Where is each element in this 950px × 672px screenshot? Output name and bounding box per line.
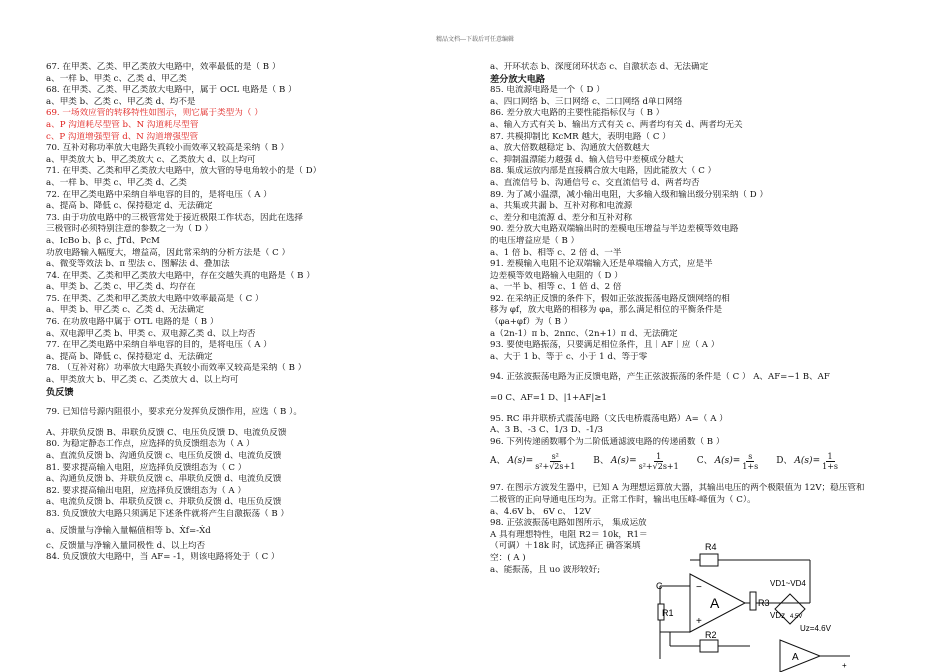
right-column	[490, 62, 930, 576]
left-line: 74. 在甲类、乙类和甲乙类放大电路中，存在交越失真的电路是（ B ）	[46, 270, 315, 281]
right-line: a（2n-1）π b、2nπc、（2n+1）π d、无法确定	[490, 328, 678, 339]
r4-label: R4	[705, 542, 717, 552]
right-line: 89. 为了减小温漂，减小输出电阻，大多输入级和输出级分别采纳（ D ）	[490, 189, 768, 200]
right-line	[490, 474, 930, 483]
right-line: 95. RC 串并联桥式震荡电路（文氏电桥震荡电路）A=（ A ）	[490, 413, 728, 424]
left-line: 三极管时必须特别注意的参数之一为（ D ）	[46, 224, 214, 235]
right-line: a、4.6V b、 6V c、 12V	[490, 506, 591, 517]
right-line	[490, 405, 930, 414]
left-line: a、IcBo b、β c、ƒTd、PcM	[46, 235, 160, 246]
r1-label: R1	[662, 608, 674, 618]
left-line: c、反馈量与净输入量同极性 d、以上均否	[46, 540, 206, 551]
formula-option: A、 A(s)= $\frac{\text{s²}}{\text{s²+√2s+1}}$	[490, 451, 576, 471]
left-line: 75. 在甲类、乙类和甲乙类放大电路中效率最高是（ C ）	[46, 293, 264, 304]
left-line: a、一样 b、甲类 c、甲乙类 d、乙类	[46, 177, 187, 188]
right-line: 87. 共模抑制比 KcMR 越大，表明电路（ C ）	[490, 131, 671, 142]
right-line: 二极管的正向导通电压均为。正常工作时，输出电压峰-峰值为（ C）。	[490, 495, 756, 505]
right-line: 空：( A )	[490, 552, 526, 563]
right-line: c、差分和电流源 d、差分和互补对称	[490, 212, 632, 223]
uz-label: Uz=4.6V	[800, 624, 831, 633]
left-line	[46, 419, 464, 428]
left-line: a、微变等效法 b、π 型法 c、图解法 d、叠加法	[46, 259, 230, 270]
left-line: a、甲类 b、甲乙类 c、乙类 d、无法确定	[46, 305, 205, 316]
opamp2-symbol	[780, 640, 820, 672]
right-line	[490, 384, 930, 393]
left-line: 功放电路输入幅度大，增益高，因此常采纳的分析方法是（ C ）	[46, 247, 291, 258]
right-line: 92. 在采纳正反馈的条件下，假如正弦波振荡电路反馈网络的相	[490, 293, 730, 304]
left-line	[46, 398, 464, 407]
left-line: a、提高 b、降低 c、保持稳定 d、无法确定	[46, 351, 213, 362]
left-line: a、反馈量与净输入量幅值相等 b、Ẋf=-Ẋd	[46, 525, 211, 536]
r4-resistor	[700, 554, 718, 566]
right-line: a、输入方式有关 b、输出方式有关 c、两者均有关 d、两者均无关	[490, 119, 743, 130]
right-line: 88. 集成运放内部是直接耦合放大电路，因此能放大（ C ）	[490, 166, 717, 177]
right-line: a、共集或共漏 b、互补对称和电流源	[490, 201, 633, 212]
left-column	[46, 62, 464, 564]
left-line: a、提高 b、降低 c、保持稳定 d、无法确定	[46, 201, 213, 212]
plus-label: +	[696, 616, 702, 627]
left-line: a、双电源甲乙类 b、甲类 c、双电源乙类 d、以上均否	[46, 328, 256, 339]
left-line: 负反馈	[46, 386, 74, 398]
right-line: 90. 差分放大电路双端输出时的差模电压增益与半边差模等效电路	[490, 224, 739, 235]
oscillator-circuit-diagram	[650, 534, 870, 672]
left-line: a、沟通负反馈 b、并联负反馈 c、串联负反馈 d、电流负反馈	[46, 474, 282, 485]
page-header: 精品文档---下载后可任意编辑	[435, 36, 515, 43]
left-line: 70. 互补对称功率放大电路失真较小而效率又较高是采纳（ B ）	[46, 143, 290, 154]
right-line: 93. 要使电路振荡，只要满足相位条件，且｜AF｜应（ A ）	[490, 340, 720, 351]
right-line: 91. 差模输入电阻不论双端输入还是单端输入方式，应是半	[490, 259, 713, 270]
right-line: 移为 φf，放大电路的相移为 φa，那么满足相位的平衡条件是	[490, 305, 723, 316]
left-line: 82. 要求提高输出电阻，应选择负反馈组态为（ A ）	[46, 485, 246, 496]
left-line: 79. 已知信号源内阻很小，要求充分发挥负反馈作用，应选（ B ）。	[46, 407, 302, 418]
left-line: 67. 在甲类、乙类、甲乙类放大电路中，效率最低的是（ B ）	[46, 62, 281, 72]
right-line: c、抑制温漂能力越强 d、输入信号中差模成分越大	[490, 154, 684, 165]
r3-resistor	[750, 592, 756, 610]
left-line: a、甲类 b、乙类 c、甲乙类 d、均不是	[46, 96, 196, 107]
right-line: a、放大倍数越稳定 b、沟通放大倍数越大	[490, 143, 650, 154]
right-line: a、能振荡，且 uo 波形较好;	[490, 564, 601, 575]
left-line: a、电流负反馈 b、串联负反馈 c、并联负反馈 d、电压负反馈	[46, 497, 282, 508]
left-line: c、P 沟道增强型管 d、N 沟道增强型管	[46, 131, 199, 142]
left-line: a、一样 b、甲类 c、乙类 d、甲乙类	[46, 73, 187, 84]
right-line: A 具有理想特性，电阻 R2＝ 10k，R1＝	[490, 529, 648, 540]
right-line: 的电压增益应是（ B ）	[490, 235, 580, 246]
diode-bridge-label: VD1~VD4	[770, 579, 806, 588]
r3-label: R3	[758, 598, 770, 608]
transfer-function-options	[490, 448, 930, 474]
left-line: 80. 为稳定静态工作点，应选择的负反馈组态为（ A ）	[46, 439, 255, 450]
left-line: 71. 在甲类、乙类和甲乙类放大电路中，放大管的导电角较小的是（ D）	[46, 166, 322, 177]
output-plus-label: +	[842, 661, 847, 670]
zener-voltage-label: 4.5V	[790, 614, 803, 620]
left-line: 83. 负反馈放大电路只须满足下述条件就将产生自激振荡（ B ）	[46, 508, 290, 519]
opamp-label: A	[710, 595, 720, 611]
right-line: （φa+φf）为（ B ）	[490, 317, 573, 328]
right-line	[490, 363, 930, 372]
minus-label: −	[696, 582, 702, 593]
left-line: 76. 在功放电路中属于 OTL 电路的是（ B ）	[46, 317, 219, 328]
right-line: 96. 下列传递函数哪个为二阶低通滤波电路的传递函数（ B ）	[490, 436, 725, 447]
right-line: 86. 差分放大电路的主要性能指标仅与（ B ）	[490, 108, 665, 119]
r2-resistor	[700, 640, 718, 652]
opamp2-label: A	[792, 652, 799, 663]
left-line: 72. 在甲乙类电路中采纳自举电容的目的，是将电压（ A ）	[46, 189, 272, 200]
right-line: 边差模等效电路输入电阻的（ D ）	[490, 270, 623, 281]
right-line: 差分放大电路	[490, 73, 546, 85]
right-line: a、直流信号 b、沟通信号 c、交直流信号 d、两者均否	[490, 177, 700, 188]
left-line: 81. 要求提高输入电阻，应选择负反馈组态为（ C ）	[46, 462, 247, 473]
right-line: a、1 倍 b、相等 c、2 倍 d、一半	[490, 247, 622, 258]
right-line: （可调）＋18k 时，试选择正 确答案填	[490, 541, 641, 552]
left-line: 73. 由于功放电路中的三极管常处于接近极限工作状态，因此在选择	[46, 212, 304, 223]
left-line: a、直流负反馈 b、沟通负反馈 c、电压负反馈 d、电流负反馈	[46, 451, 282, 461]
zener-label: VDz	[770, 611, 786, 620]
right-line: a、一半 b、相等 c、1 倍 d、2 倍	[490, 282, 622, 293]
left-line: a、P 沟道耗尽型管 b、N 沟道耗尽型管	[46, 119, 199, 130]
left-line: a、甲类 b、乙类 c、甲乙类 d、均存在	[46, 282, 196, 293]
right-line: 85. 电流源电路是一个（ D ）	[490, 85, 605, 96]
left-line: 77. 在甲乙类电路中采纳自举电容的目的，是将电压（ A ）	[46, 340, 272, 351]
right-line: A、3 B、-3 C、1/3 D、-1/3	[490, 425, 603, 436]
left-line: a、甲类放大 b、甲乙类 c、乙类放大 d、以上均可	[46, 375, 239, 386]
right-line: 98. 正弦波振荡电路如图所示， 集成运放	[490, 518, 647, 529]
left-line: 68. 在甲类、乙类、甲乙类放大电路中，属于 OCL 电路是（ B ）	[46, 85, 297, 96]
right-line: a、四口网络 b、三口网络 c、二口网络 d单口网络	[490, 96, 683, 107]
left-line: 69. 一场效应管的转移特性如图示，则它属于类型为（ ）	[46, 108, 263, 119]
left-line: a、甲类放大 b、甲乙类放大 c、乙类放大 d、以上均可	[46, 154, 256, 165]
right-line: =0 C、ȦḞ=1 D、|1+ȦḞ|≥1	[490, 393, 607, 404]
formula-option: B、 A(s)= $\frac{1}{\text{s²+√2s+1}}$	[593, 451, 679, 471]
left-line: 84. 负反馈放大电路中，当 AF= -1，则该电路将处于（ C ）	[46, 552, 280, 563]
r2-label: R2	[705, 630, 717, 640]
right-line: a、开环状态 b、深度闭环状态 c、自激状态 d、无法确定	[490, 62, 709, 72]
formula-option: C、 A(s)= $\frac{s}{1+s}$	[696, 451, 759, 471]
right-line: 94. 正弦波振荡电路为正反馈电路，产生正弦波振荡的条件是（ C ） A、ȦḞ=−1 B、ȦḞ	[490, 372, 830, 383]
left-line: 78. （互补对称）功率放大电路失真较小而效率又较高是采纳（ B ）	[46, 363, 307, 374]
left-line: A、并联负反馈 B、串联负反馈 C、电压负反馈 D、电流负反馈	[46, 427, 287, 438]
right-line: 97. 在图示方波发生器中，已知 A 为理想运算放大器，其输出电压的两个极限值为 12V；稳压管和	[490, 483, 865, 494]
capacitor-label: C	[656, 581, 663, 591]
formula-option: D、 A(s)= $\frac{1}{1+s}$	[776, 451, 839, 471]
right-line: a、大于 1 b、等于 c、小于 1 d、等于零	[490, 351, 648, 362]
